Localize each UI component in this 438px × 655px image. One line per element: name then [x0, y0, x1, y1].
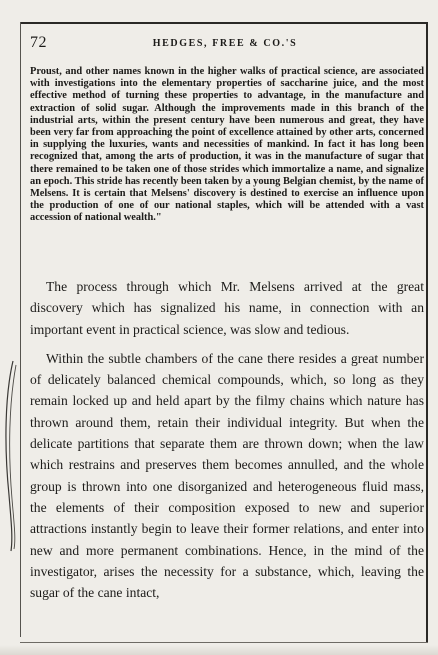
body-text [30, 276, 424, 611]
handwritten-margin-mark [1, 355, 21, 555]
scan-edge [0, 645, 438, 655]
body-paragraph-1: The process through which Mr. Melsens arrived at the great discovery which has signalized his name, in connection with an important event in practical science, was slow and tedious. [30, 279, 424, 337]
quoted-paragraph: Proust, and other names known in the higher walks of practical science, are associated with investigations into the elementary properties of saccharine juice, and the most effective method of turning these properties to advantage, in the manufacture and extraction of solid sugar. Although the improvements made in this branch of the industrial arts, within the present century have been numerous and great, they have been very far from approaching the point of excellence attained by other arts, concerned in supplying the luxuries, wants and necessities of mankind. In fact it has long been recognized that, among the arts of production, it was in the manufacture of sugar that there remained to be taken one of those strides which immortalize a name, and signalize an epoch. This stride has recently been taken by a young Belgian chemist, by the name of Melsens. It is certain that Melsens' discovery is destined to exercise an influence upon the production of one of our national staples, which will be attended with a vast accession of national wealth." [30, 66, 424, 224]
page-border-bottom [20, 642, 428, 643]
quoted-passage [30, 66, 424, 225]
page-border-right [426, 22, 428, 643]
body-paragraph-2: Within the subtle chambers of the cane there resides a great number of delicately balanced chemical compounds, which, so long as they remain locked up and held apart by the filmy chains which nature has thrown around them, retain their individual integrity. But when the delicate partitions that separate them are thrown down; when the law which restrains and preserves them becomes annulled, and the whole group is thrown into one disorganized and heterogeneous fluid mass, the elements of their composition exposed to new and superior attractions instantly begin to leave their former relations, and enter into new and more permanent combinations. Hence, in the mind of the investigator, arises the necessity for a substance, which, leaving the sugar of the cane intact, [30, 350, 424, 601]
page-number: 72 [30, 34, 47, 51]
page-header [30, 34, 420, 54]
page-border-top [20, 22, 428, 24]
running-head: HEDGES, FREE & CO.'S [152, 38, 298, 49]
